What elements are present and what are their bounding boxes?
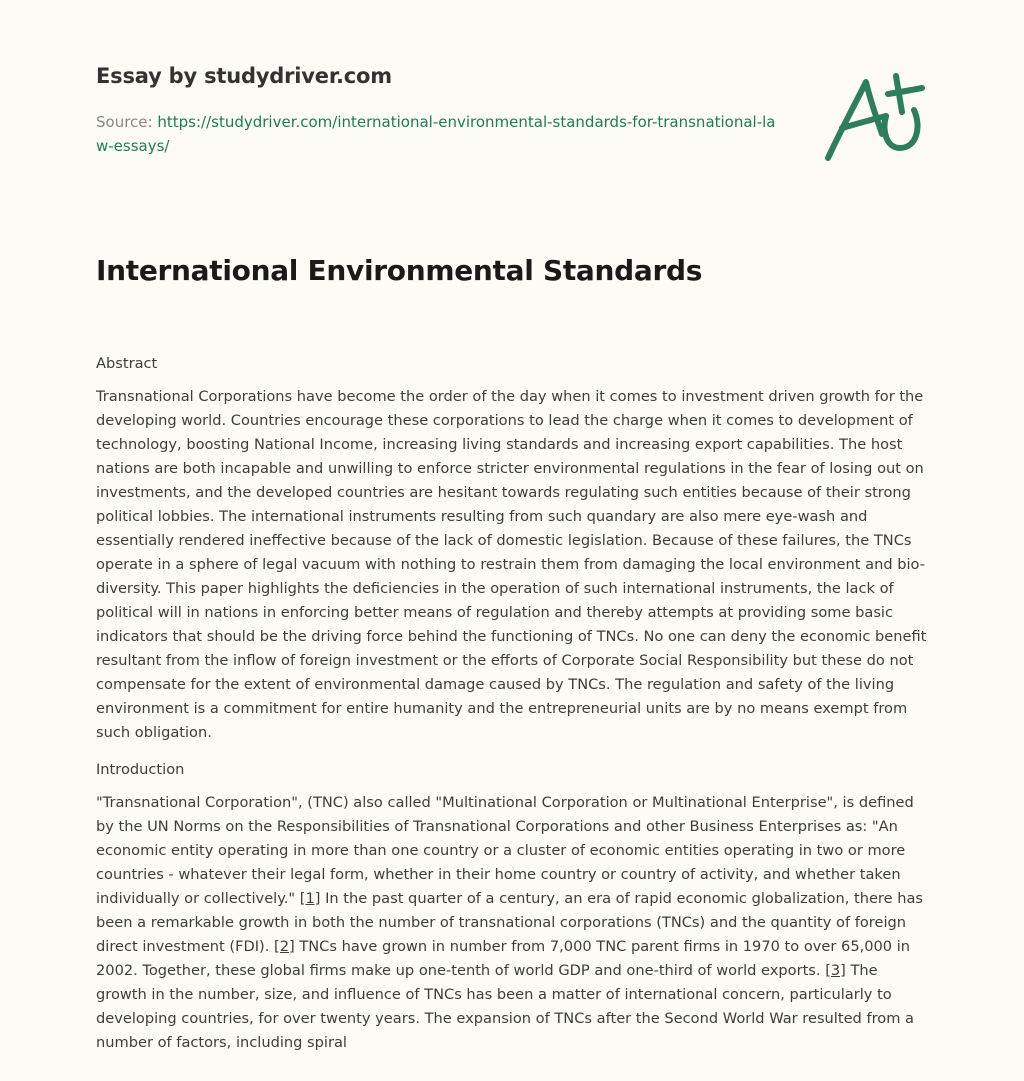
- source-line: [96, 110, 776, 158]
- page-header: [96, 0, 928, 287]
- source-link[interactable]: https://studydriver.com/international-environmental-standards-for-transnational-law-essays/: [96, 113, 776, 155]
- reference-link-3[interactable]: [3]: [825, 962, 846, 979]
- reference-link-1[interactable]: [1]: [299, 890, 321, 907]
- intro-text-part: The growth in the number, size, and influence of TNCs has been a matter of international concern, particularly to developing countries, for over twenty years. The expansion of TNCs after the Second World War resulted from a number of factors, including spiral: [96, 962, 914, 1051]
- intro-text-part: In the past quarter of a century, an era of rapid economic globalization, there has been a remarkable growth in both the number of transnational corporations (TNCs) and the quantity of foreign direct investment (FDI).: [96, 890, 924, 955]
- a-plus-grade-icon: [822, 66, 928, 166]
- abstract-paragraph: Transnational Corporations have become the order of the day when it comes to investment driven growth for the developing world. Countries encourage these corporations to lead the charge when it comes to development of technology, boosting National Income, increasing living standards and increasing export capabilities. The host nations are both incapable and unwilling to enforce stricter environmental regulations in the fear of losing out on investments, and the developed countries are hesitant towards regulating such entities because of their strong political lobbies. The international instruments resulting from such quandary are also mere eye-wash and essentially rendered ineffective because of the lack of domestic legislation. Because of these failures, the TNCs operate in a sphere of legal vacuum with nothing to restrain them from damaging the local environment and bio-diversity. This paper highlights the deficiencies in the operation of such international instruments, the lack of political will in nations in enforcing better means of regulation and thereby attempts at providing some basic indicators that should be the driving force behind the functioning of TNCs. No one can deny the economic benefit resultant from the inflow of foreign investment or the efforts of Corporate Social Responsibility but these do not compensate for the extent of environmental damage caused by TNCs. The regulation and safety of the living environment is a commitment for entire humanity and the entrepreneurial units are by no means exempt from such obligation.: [96, 388, 927, 741]
- source-label: Source:: [96, 113, 153, 131]
- introduction-paragraph: [96, 791, 928, 1055]
- section-heading-abstract: Abstract: [96, 355, 158, 372]
- intro-text-part: TNCs have grown in number from 7,000 TNC parent firms in 1970 to over 65,000 in 2002. Together, these global firms make up one-tenth of world GDP and one-third of world exports.: [96, 938, 911, 979]
- site-title: Essay by studydriver.com: [96, 64, 392, 88]
- section-heading-introduction: Introduction: [96, 761, 185, 778]
- page: [96, 0, 928, 1051]
- document-body: [96, 352, 928, 1068]
- intro-text-part: "Transnational Corporation", (TNC) also called "Multinational Corporation or Multinational Enterprise", is defined by the UN Norms on the Responsibilities of Transnational Corporations and other Business Enterprises as: "An economic entity operating in more than one country or a cluster of economic entities operating in two or more countries - whatever their legal form, whether in their home country or country of activity, and whether taken individually or collectively.": [96, 794, 914, 907]
- document-title: International Environmental Standards: [96, 254, 703, 287]
- reference-link-2[interactable]: [2]: [274, 938, 295, 955]
